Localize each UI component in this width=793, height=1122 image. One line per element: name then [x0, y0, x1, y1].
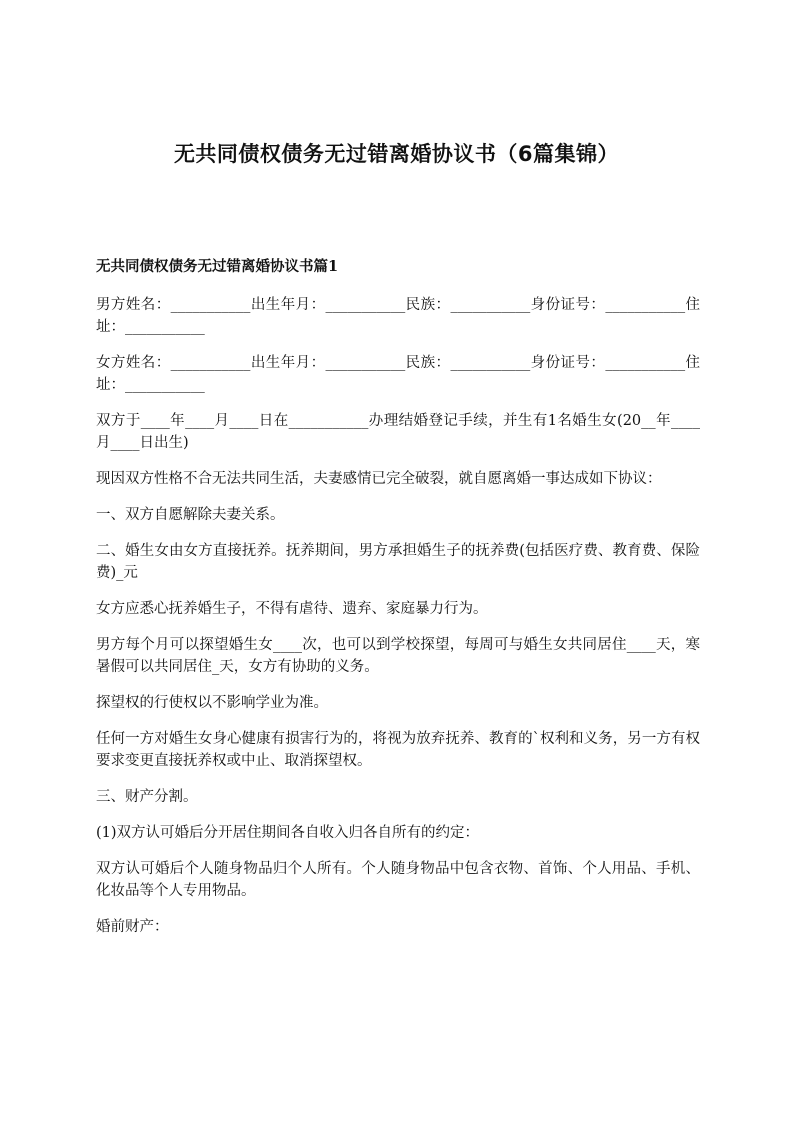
paragraph: 三、财产分割。 — [96, 789, 198, 805]
document-title: 无共同债权债务无过错离婚协议书（6篇集锦） — [173, 142, 620, 166]
paragraph: 一、双方自愿解除夫妻关系。 — [96, 507, 285, 523]
paragraph: 二、婚生女由女方直接抚养。抚养期间，男方承担婚生子的抚养费(包括医疗费、教育费、保险费)_元 — [96, 543, 700, 581]
section-heading: 无共同债权债务无过错离婚协议书篇1 — [96, 258, 339, 275]
paragraph: 女方应悉心抚养婚生子，不得有虐待、遗弃、家庭暴力行为。 — [96, 601, 488, 617]
paragraph: 双方认可婚后个人随身物品归个人所有。个人随身物品中包含衣物、首饰、个人用品、手机、化妆品等个人专用物品。 — [96, 861, 700, 899]
paragraph: 现因双方性格不合无法共同生活，夫妻感情已完全破裂，就自愿离婚一事达成如下协议： — [96, 471, 662, 487]
paragraph: 男方每个月可以探望婚生女____次，也可以到学校探望，每周可与婚生女共同居住____天，寒暑假可以共同居住_天，女方有协助的义务。 — [96, 637, 700, 675]
paragraph: (1)双方认可婚后分开居住期间各自收入归各自所有的约定： — [96, 825, 480, 841]
document-body — [96, 256, 700, 952]
paragraph: 女方姓名：___________出生年月：___________民族：___________身份证号：___________住址：___________ — [96, 355, 700, 393]
paragraph: 双方于____年____月____日在___________办理结婚登记手续，并生有1名婚生女(20__年____月____日出生) — [96, 413, 700, 451]
paragraph: 婚前财产： — [96, 919, 169, 935]
paragraph: 任何一方对婚生女身心健康有损害行为的，将视为放弃抚养、教育的`权利和义务，另一方有权要求变更直接抚养权或中止、取消探望权。 — [96, 731, 700, 769]
paragraph: 探望权的行使权以不影响学业为准。 — [96, 695, 328, 711]
paragraph: 男方姓名：___________出生年月：___________民族：___________身份证号：___________住址：___________ — [96, 297, 700, 335]
